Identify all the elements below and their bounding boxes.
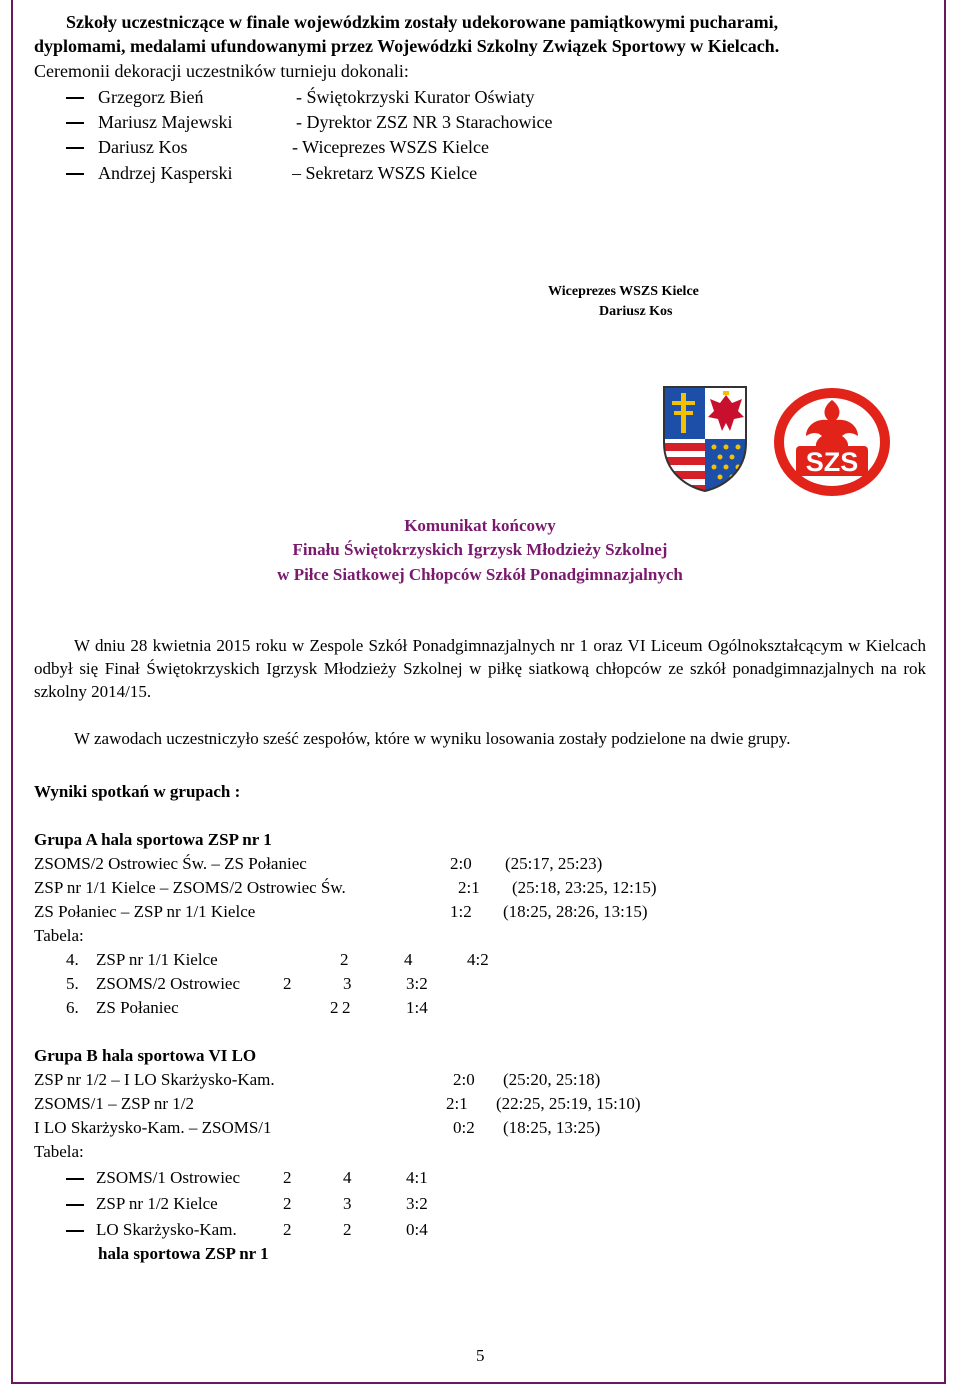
table-sets: 3:2 (406, 974, 428, 993)
match-score: 2:1 (446, 1094, 468, 1113)
match-sets: (25:20, 25:18) (503, 1070, 601, 1089)
results-heading: Wyniki spotkań w grupach : (34, 782, 241, 801)
match-teams: ZSP nr 1/1 Kielce – ZSOMS/2 Ostrowiec Św. (34, 878, 346, 897)
decorator-name: Grzegorz Bień (98, 87, 204, 107)
list-dash (66, 97, 84, 99)
intro-line-3: Ceremonii dekoracji uczestników turnieju dokonali: (34, 61, 409, 81)
szs-logo-text: SZS (805, 447, 859, 477)
match-teams: I LO Skarżysko-Kam. – ZSOMS/1 (34, 1118, 272, 1137)
table-points: 2 (343, 1220, 352, 1239)
decorator-name: Dariusz Kos (98, 137, 188, 157)
table-team: ZSOMS/1 Ostrowiec (96, 1168, 241, 1187)
table-points: 3 (343, 1194, 352, 1213)
group-b-footer-note: hala sportowa ZSP nr 1 (98, 1244, 269, 1263)
list-dash (66, 1204, 84, 1206)
table-games: 2 (283, 1194, 292, 1213)
intro-line-2: dyplomami, medalami ufundowanymi przez Wojewódzki Szkolny Związek Sportowy w Kielcach. (34, 36, 780, 56)
decorator-role: – Sekretarz WSZS Kielce (292, 163, 478, 183)
group-a-title: Grupa A hala sportowa ZSP nr 1 (34, 830, 272, 849)
table-games: 2 (340, 950, 349, 969)
table-sets: 3:2 (406, 1194, 428, 1213)
table-points: 4 (404, 950, 413, 969)
match-sets: (25:18, 23:25, 12:15) (512, 878, 657, 897)
table-team: LO Skarżysko-Kam. (96, 1220, 237, 1239)
table-label: Tabela: (34, 1142, 84, 1161)
table-sets: 4:1 (406, 1168, 428, 1187)
table-games: 2 (330, 998, 339, 1017)
match-teams: ZSOMS/2 Ostrowiec Św. – ZS Połaniec (34, 854, 307, 873)
signature-title: Wiceprezes WSZS Kielce (548, 284, 699, 299)
match-teams: ZSOMS/1 – ZSP nr 1/2 (34, 1094, 194, 1113)
signature-name: Dariusz Kos (599, 304, 673, 319)
list-dash (66, 1178, 84, 1180)
list-dash (66, 173, 84, 175)
table-games: 2 (283, 974, 292, 993)
list-dash (66, 122, 84, 124)
paragraph-2: W zawodach uczestniczyło sześć zespołów, które w wyniku losowania zostały podzielone na dwie grupy. (74, 729, 791, 748)
match-score: 2:0 (453, 1070, 475, 1089)
match-score: 0:2 (453, 1118, 475, 1137)
table-pos: 5. (66, 974, 79, 993)
table-games: 2 (283, 1168, 292, 1187)
table-sets: 4:2 (467, 950, 489, 969)
match-sets: (18:25, 28:26, 13:15) (503, 902, 648, 921)
table-points: 3 (343, 974, 352, 993)
list-dash (66, 1230, 84, 1232)
table-team: ZSP nr 1/1 Kielce (96, 950, 218, 969)
table-games: 2 (283, 1220, 292, 1239)
table-team: ZSOMS/2 Ostrowiec (96, 974, 241, 993)
match-score: 1:2 (450, 902, 472, 921)
match-score: 2:1 (458, 878, 480, 897)
match-teams: ZSP nr 1/2 – I LO Skarżysko-Kam. (34, 1070, 275, 1089)
table-pos: 4. (66, 950, 79, 969)
heading-line-3: w Piłce Siatkowej Chłopców Szkół Ponadgimnazjalnych (277, 565, 683, 584)
table-points: 4 (343, 1168, 352, 1187)
match-sets: (25:17, 25:23) (505, 854, 603, 873)
match-score: 2:0 (450, 854, 472, 873)
paragraph-1: W dniu 28 kwietnia 2015 roku w Zespole Szkół Ponadgimnazjalnych nr 1 oraz VI Liceum Ogólnokształcącym w Kielcach odbył się Finał Świętokrzyskich Igrzysk Młodzieży Szkolnej w piłkę siatkową chłopców ze szkół ponadgimnazjalnych na rok szkolny 2014/15. (34, 636, 926, 701)
table-label: Tabela: (34, 926, 84, 945)
coat-of-arms-logo (662, 385, 748, 493)
table-team: ZS Połaniec (96, 998, 179, 1017)
group-b-title: Grupa B hala sportowa VI LO (34, 1046, 257, 1065)
table-pos: 6. (66, 998, 79, 1017)
match-teams: ZS Połaniec – ZSP nr 1/1 Kielce (34, 902, 256, 921)
decorator-role: - Dyrektor ZSZ NR 3 Starachowice (296, 112, 553, 132)
decorator-role: - Świętokrzyski Kurator Oświaty (296, 87, 535, 107)
table-team: ZSP nr 1/2 Kielce (96, 1194, 218, 1213)
heading-line-1: Komunikat końcowy (404, 516, 556, 535)
szs-logo (772, 386, 892, 498)
table-points: 2 (342, 998, 351, 1017)
table-sets: 1:4 (406, 998, 428, 1017)
decorator-name: Andrzej Kasperski (98, 163, 233, 183)
table-sets: 0:4 (406, 1220, 428, 1239)
decorator-role: - Wiceprezes WSZS Kielce (292, 137, 490, 157)
list-dash (66, 147, 84, 149)
decorator-name: Mariusz Majewski (98, 112, 233, 132)
match-sets: (18:25, 13:25) (503, 1118, 601, 1137)
heading-line-2: Finału Świętokrzyskich Igrzysk Młodzieży Szkolnej (292, 540, 668, 559)
intro-line-1: Szkoły uczestniczące w finale wojewódzkim zostały udekorowane pamiątkowymi pucharami, (66, 12, 779, 32)
match-sets: (22:25, 25:19, 15:10) (496, 1094, 641, 1113)
page-number: 5 (476, 1346, 485, 1365)
